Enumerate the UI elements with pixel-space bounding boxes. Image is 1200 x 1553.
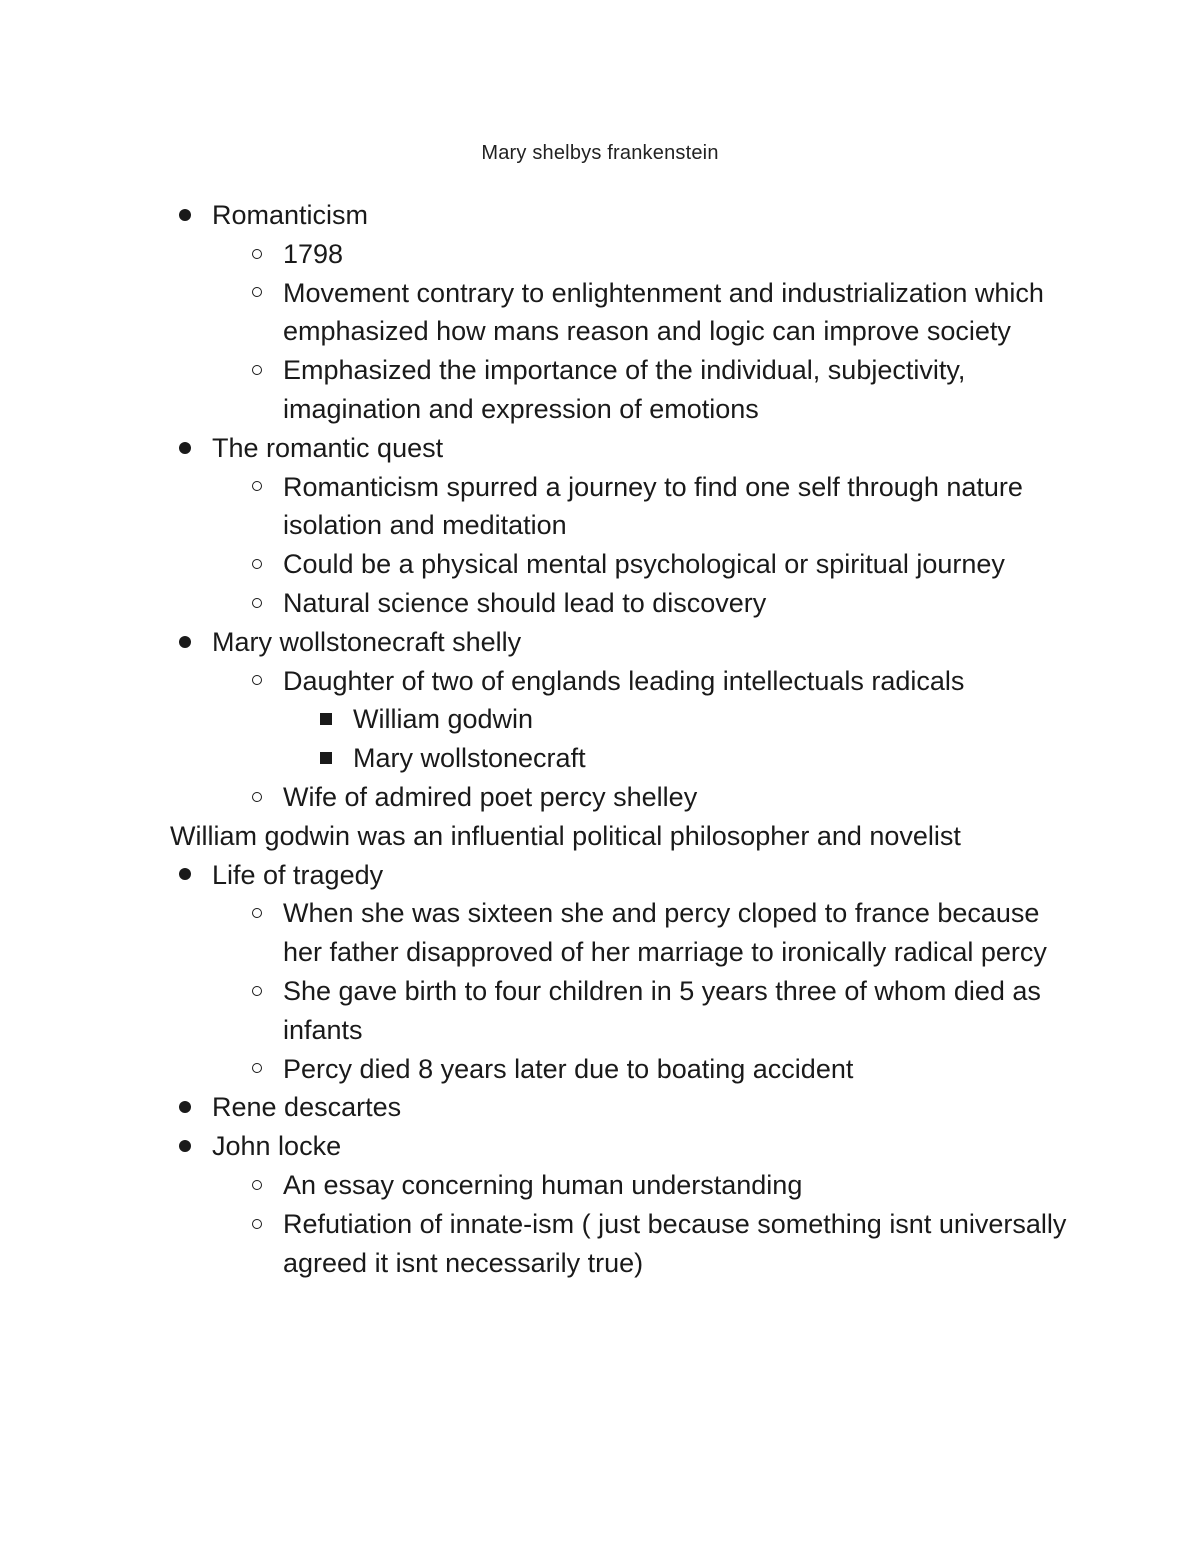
bullet-dot-icon xyxy=(175,1088,195,1127)
list-item xyxy=(0,351,1200,429)
paragraph-text: William godwin was an influential political philosopher and novelist xyxy=(170,820,961,851)
list-item xyxy=(0,274,1200,352)
list-item xyxy=(0,468,1200,546)
list-item xyxy=(0,1166,1200,1205)
list-item xyxy=(0,584,1200,623)
list-item-text: Mary wollstonecraft xyxy=(353,743,586,774)
bullet-ring-icon xyxy=(247,584,267,623)
bullet-ring-icon xyxy=(247,235,267,274)
bullet-ring-icon xyxy=(247,1166,267,1205)
bullet-ring-icon xyxy=(247,351,267,390)
list-item xyxy=(0,623,1200,662)
list-item xyxy=(0,739,1200,778)
bullet-square-icon xyxy=(316,700,336,739)
list-item-text: Wife of admired poet percy shelley xyxy=(283,781,698,812)
bullet-ring-icon xyxy=(247,894,267,933)
list-item-text: Mary wollstonecraft shelly xyxy=(212,626,522,657)
bullet-ring-icon xyxy=(247,468,267,507)
bullet-dot-icon xyxy=(175,623,195,662)
list-item xyxy=(0,1205,1200,1283)
list-item-text: Natural science should lead to discovery xyxy=(283,587,767,618)
bullet-ring-icon xyxy=(247,1205,267,1244)
list-item xyxy=(0,856,1200,895)
bullet-ring-icon xyxy=(247,662,267,701)
document-body xyxy=(0,196,1200,1282)
list-item xyxy=(0,972,1200,1050)
list-item-text: Percy died 8 years later due to boating accident xyxy=(283,1053,854,1084)
bullet-ring-icon xyxy=(247,274,267,313)
list-item-text: Emphasized the importance of the individual, subjectivity, imagination and expression of emotions xyxy=(283,355,966,424)
page-title: Mary shelbys frankenstein xyxy=(481,142,719,164)
list-item xyxy=(0,700,1200,739)
list-item xyxy=(0,429,1200,468)
bullet-dot-icon xyxy=(175,429,195,468)
list-item-text: Could be a physical mental psychological or spiritual journey xyxy=(283,549,1005,580)
list-item-text: The romantic quest xyxy=(212,432,444,463)
bullet-square-icon xyxy=(316,739,336,778)
bullet-ring-icon xyxy=(247,778,267,817)
list-item-text: Daughter of two of englands leading intellectuals radicals xyxy=(283,665,965,696)
bullet-dot-icon xyxy=(175,856,195,895)
list-item-text: Romanticism spurred a journey to find one self through nature isolation and meditation xyxy=(283,471,1023,541)
list-item xyxy=(0,662,1200,701)
list-item xyxy=(0,1088,1200,1127)
list-item xyxy=(0,545,1200,584)
list-item-text: Romanticism xyxy=(212,200,369,230)
list-item-text: An essay concerning human understanding xyxy=(283,1169,803,1200)
list-item-text: 1798 xyxy=(283,238,344,269)
bullet-ring-icon xyxy=(247,972,267,1011)
list-item xyxy=(0,894,1200,972)
list-item xyxy=(0,1050,1200,1089)
list-item-text: Refutiation of innate-ism ( just because something isnt universally agreed it isnt necessarily true) xyxy=(283,1208,1067,1278)
bullet-dot-icon xyxy=(175,1127,195,1166)
list-item-text: Life of tragedy xyxy=(212,859,384,890)
list-item-text: Rene descartes xyxy=(212,1092,402,1123)
bullet-ring-icon xyxy=(247,1050,267,1089)
list-item xyxy=(0,196,1200,235)
paragraph xyxy=(0,817,1200,856)
bullet-dot-icon xyxy=(175,196,195,235)
list-item-text: When she was sixteen she and percy cloped to france because her father disapproved of her marriage to ironically radical percy xyxy=(283,898,1047,968)
list-item xyxy=(0,1127,1200,1166)
list-item xyxy=(0,778,1200,817)
bullet-ring-icon xyxy=(247,545,267,584)
list-item xyxy=(0,235,1200,274)
list-item-text: She gave birth to four children in 5 years three of whom died as infants xyxy=(283,975,1041,1045)
list-item-text: John locke xyxy=(212,1131,342,1162)
list-item-text: William godwin xyxy=(353,704,534,735)
list-item-text: Movement contrary to enlightenment and industrialization which emphasized how mans reason and logic can improve society xyxy=(283,277,1044,347)
